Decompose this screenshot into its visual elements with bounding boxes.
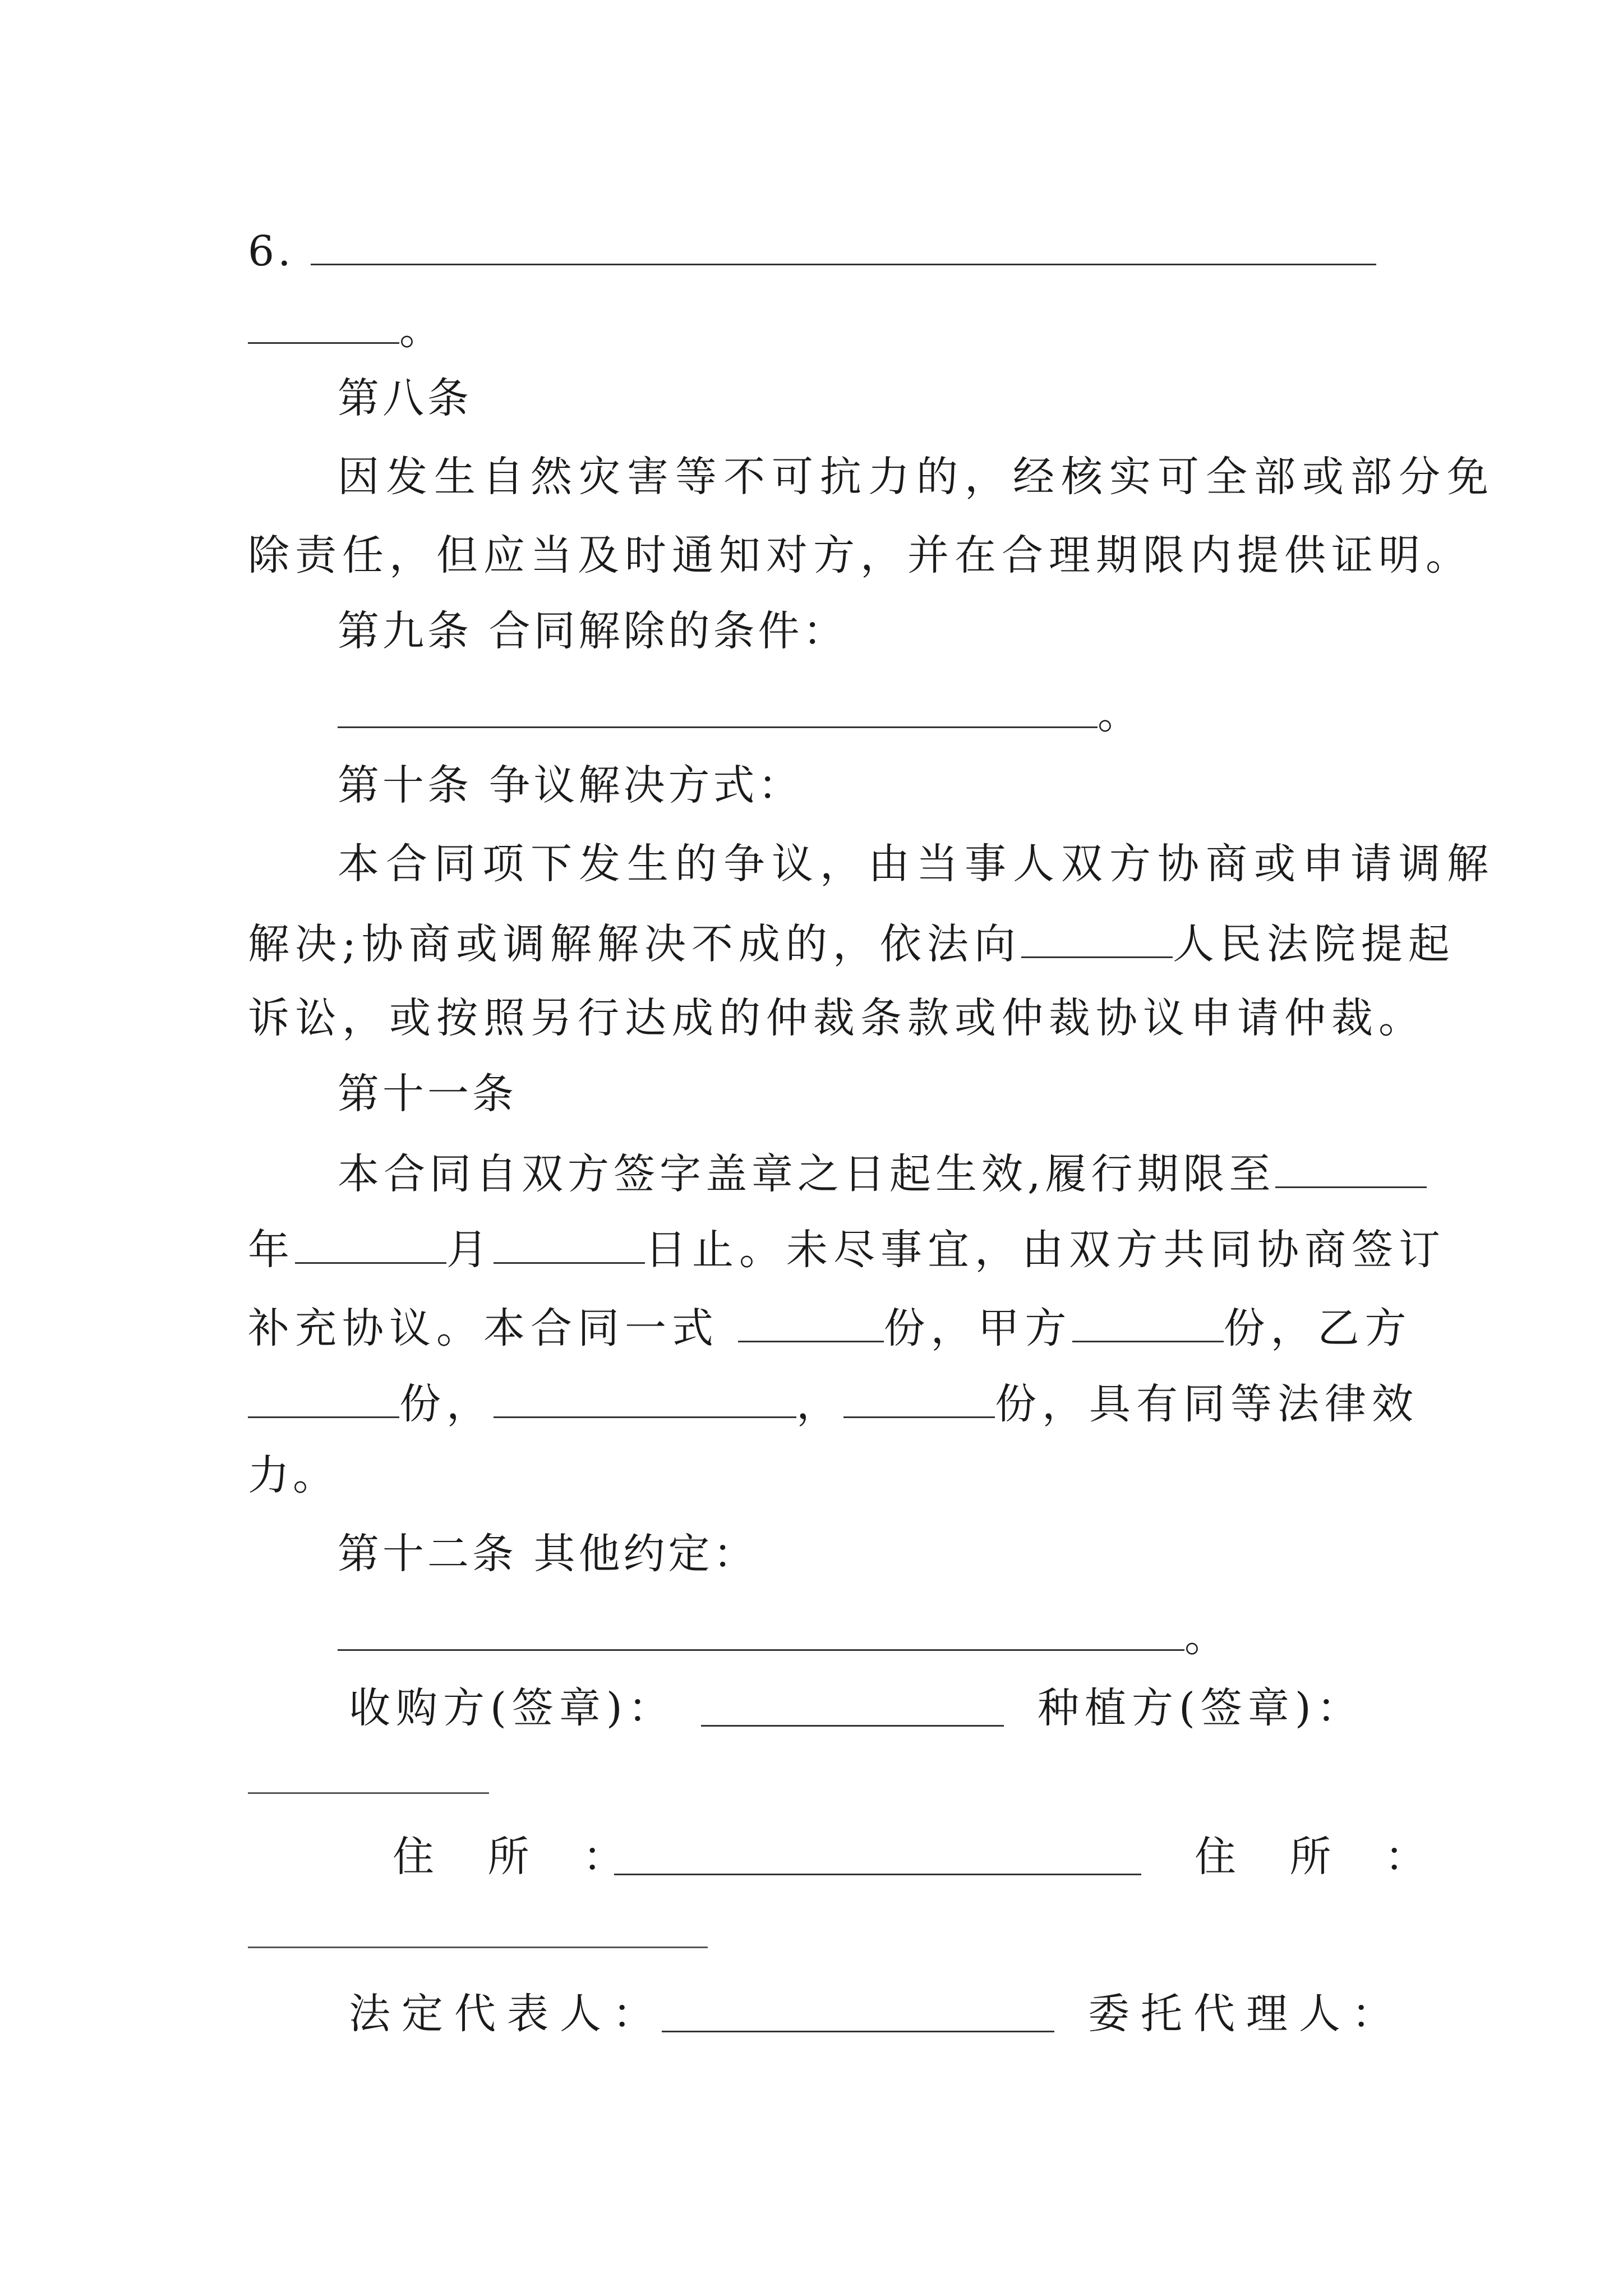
article-12-blank-line (338, 1593, 1229, 1672)
article-8-line-1: 因发生自然灾害等不可抗力的，经核实可全部或部分免 (338, 453, 1495, 501)
item-6-continuation (248, 286, 444, 365)
article-10-line-3: 诉讼，或按照另行达成的仲裁条款或仲裁协议申请仲裁。 (248, 994, 1426, 1042)
termination-conditions-blank[interactable] (338, 670, 1098, 728)
item-6-blank[interactable] (311, 208, 1376, 265)
buyer-signature-label: 收购方(签章)： (349, 1684, 675, 1732)
term-day-blank[interactable] (494, 1206, 645, 1264)
legal-representative-label: 法定代表人： (349, 1990, 665, 2038)
authorized-agent-label: 委托代理人： (1088, 1990, 1404, 2038)
court-name-blank[interactable] (1021, 900, 1173, 958)
article-11-title: 第十一条 (338, 1070, 517, 1118)
term-year-blank[interactable] (1275, 1130, 1427, 1188)
address-right-field[interactable] (248, 1947, 708, 1948)
address-left-field[interactable] (614, 1818, 1141, 1896)
article-10-line-1: 本合同项下发生的争议，由当事人双方协商或申请调解 (338, 840, 1495, 888)
item-6-blank-cont[interactable] (248, 286, 399, 344)
item-6-line (248, 208, 1376, 286)
buyer-signature-field[interactable] (701, 1669, 1004, 1747)
article-8-line-2: 除责任，但应当及时通知对方，并在合理期限内提供证明。 (248, 531, 1473, 579)
item-6-number: 6. (248, 227, 294, 275)
article-8-title: 第八条 (338, 374, 472, 422)
other-agreements-blank[interactable] (338, 1593, 1184, 1651)
address-left-label: 住 所 ： (393, 1833, 645, 1881)
article-10-title: 第十条 争议解决方式： (338, 761, 803, 809)
term-month-blank[interactable] (295, 1206, 446, 1264)
article-11-line-5: 力。 (248, 1451, 338, 1499)
article-9-blank-line (338, 670, 1142, 749)
article-9-period: 。 (1098, 690, 1142, 738)
grower-signature-field[interactable] (248, 1792, 489, 1794)
article-11-line-3: 补充协议。本合同一式 份，甲方 份，乙方 (248, 1285, 1412, 1363)
grower-signature-label: 种植方(签章)： (1038, 1684, 1364, 1732)
address-right-label: 住 所 ： (1195, 1833, 1447, 1881)
article-12-title: 第十二条 其他约定： (338, 1530, 758, 1578)
party-b-copies-blank[interactable] (248, 1360, 399, 1418)
article-12-period: 。 (1184, 1613, 1229, 1661)
total-copies-blank[interactable] (738, 1285, 884, 1342)
other-holder-copies-blank[interactable] (843, 1360, 995, 1418)
article-10-line-2: 解决;协商或调解解决不成的，依法向 人民法院提起 (248, 900, 1455, 979)
other-holder-blank[interactable] (494, 1360, 796, 1418)
article-11-line-2: 年 月 日止。未尽事宜，由双方共同协商签订 (248, 1206, 1446, 1285)
article-11-line-4: 份， ， 份，具有同等法律效 (248, 1360, 1419, 1439)
item-6-period: 。 (399, 306, 444, 354)
party-a-copies-blank[interactable] (1072, 1285, 1224, 1342)
article-11-line-1: 本合同自双方签字盖章之日起生效,履行期限至 (338, 1130, 1427, 1209)
article-9-title: 第九条 合同解除的条件： (338, 607, 848, 655)
legal-representative-field[interactable] (662, 1975, 1054, 2053)
